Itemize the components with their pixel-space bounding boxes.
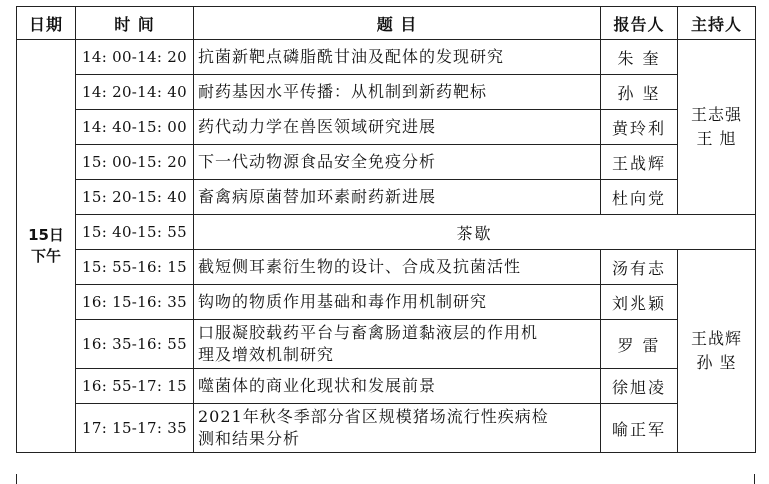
speaker-cell: 汤有志	[601, 250, 678, 285]
topic-cell: 耐药基因水平传播：从机制到新药靶标	[194, 75, 601, 110]
time-cell: 14: 00-14: 20	[76, 40, 194, 75]
table-row	[17, 320, 756, 369]
header-speaker: 报告人	[601, 7, 678, 40]
header-row	[17, 7, 756, 40]
host-name: 王 旭	[696, 129, 737, 148]
host-name: 王志强	[690, 105, 742, 124]
topic-line: 测和结果分析	[198, 429, 301, 448]
topic-cell	[194, 404, 601, 453]
speaker-cell: 朱 奎	[601, 40, 678, 75]
table-row	[17, 285, 756, 320]
topic-line: 2021年秋冬季部分省区规模猪场流行性疾病检	[198, 407, 549, 426]
host-name: 王战辉	[690, 329, 742, 348]
header-date: 日期	[17, 7, 76, 40]
table-row	[17, 75, 756, 110]
header-topic: 题 目	[194, 7, 601, 40]
tea-break-label: 茶歇	[194, 215, 756, 250]
host-cell-group1	[678, 40, 756, 215]
time-cell: 15: 20-15: 40	[76, 180, 194, 215]
topic-cell: 噬菌体的商业化现状和发展前景	[194, 369, 601, 404]
host-name: 孙 坚	[696, 353, 737, 372]
topic-cell: 抗菌新靶点磷脂酰甘油及配体的发现研究	[194, 40, 601, 75]
topic-cell: 钩吻的物质作用基础和毒作用机制研究	[194, 285, 601, 320]
time-cell: 16: 35-16: 55	[76, 320, 194, 369]
table-row	[17, 40, 756, 75]
topic-cell	[194, 320, 601, 369]
speaker-cell: 杜向党	[601, 180, 678, 215]
topic-cell: 药代动力学在兽医领域研究进展	[194, 110, 601, 145]
table-row	[17, 180, 756, 215]
topic-cell: 畜禽病原菌替加环素耐药新进展	[194, 180, 601, 215]
topic-line: 口服凝胶载药平台与畜禽肠道黏液层的作用机	[198, 323, 539, 342]
header-time: 时 间	[76, 7, 194, 40]
time-cell: 14: 40-15: 00	[76, 110, 194, 145]
time-cell: 15: 55-16: 15	[76, 250, 194, 285]
date-day: 15日	[28, 226, 64, 244]
table-row	[17, 145, 756, 180]
time-cell: 15: 00-15: 20	[76, 145, 194, 180]
time-cell: 17: 15-17: 35	[76, 404, 194, 453]
date-cell	[17, 40, 76, 453]
topic-cell: 下一代动物源食品安全免疫分析	[194, 145, 601, 180]
time-cell: 15: 40-15: 55	[76, 215, 194, 250]
table-continuation	[16, 474, 755, 484]
table-row	[17, 404, 756, 453]
speaker-cell: 喻正军	[601, 404, 678, 453]
break-row	[17, 215, 756, 250]
table-row	[17, 110, 756, 145]
time-cell: 16: 15-16: 35	[76, 285, 194, 320]
speaker-cell: 王战辉	[601, 145, 678, 180]
topic-line: 理及增效机制研究	[198, 345, 335, 364]
time-cell: 16: 55-17: 15	[76, 369, 194, 404]
time-cell: 14: 20-14: 40	[76, 75, 194, 110]
speaker-cell: 刘兆颖	[601, 285, 678, 320]
host-cell-group2	[678, 250, 756, 453]
date-period: 下午	[30, 247, 61, 265]
header-host: 主持人	[678, 7, 756, 40]
speaker-cell: 罗 雷	[601, 320, 678, 369]
table-row	[17, 369, 756, 404]
speaker-cell: 黄玲利	[601, 110, 678, 145]
speaker-cell: 孙 坚	[601, 75, 678, 110]
topic-cell: 截短侧耳素衍生物的设计、合成及抗菌活性	[194, 250, 601, 285]
speaker-cell: 徐旭凌	[601, 369, 678, 404]
table-row	[17, 250, 756, 285]
schedule-table	[16, 6, 756, 453]
